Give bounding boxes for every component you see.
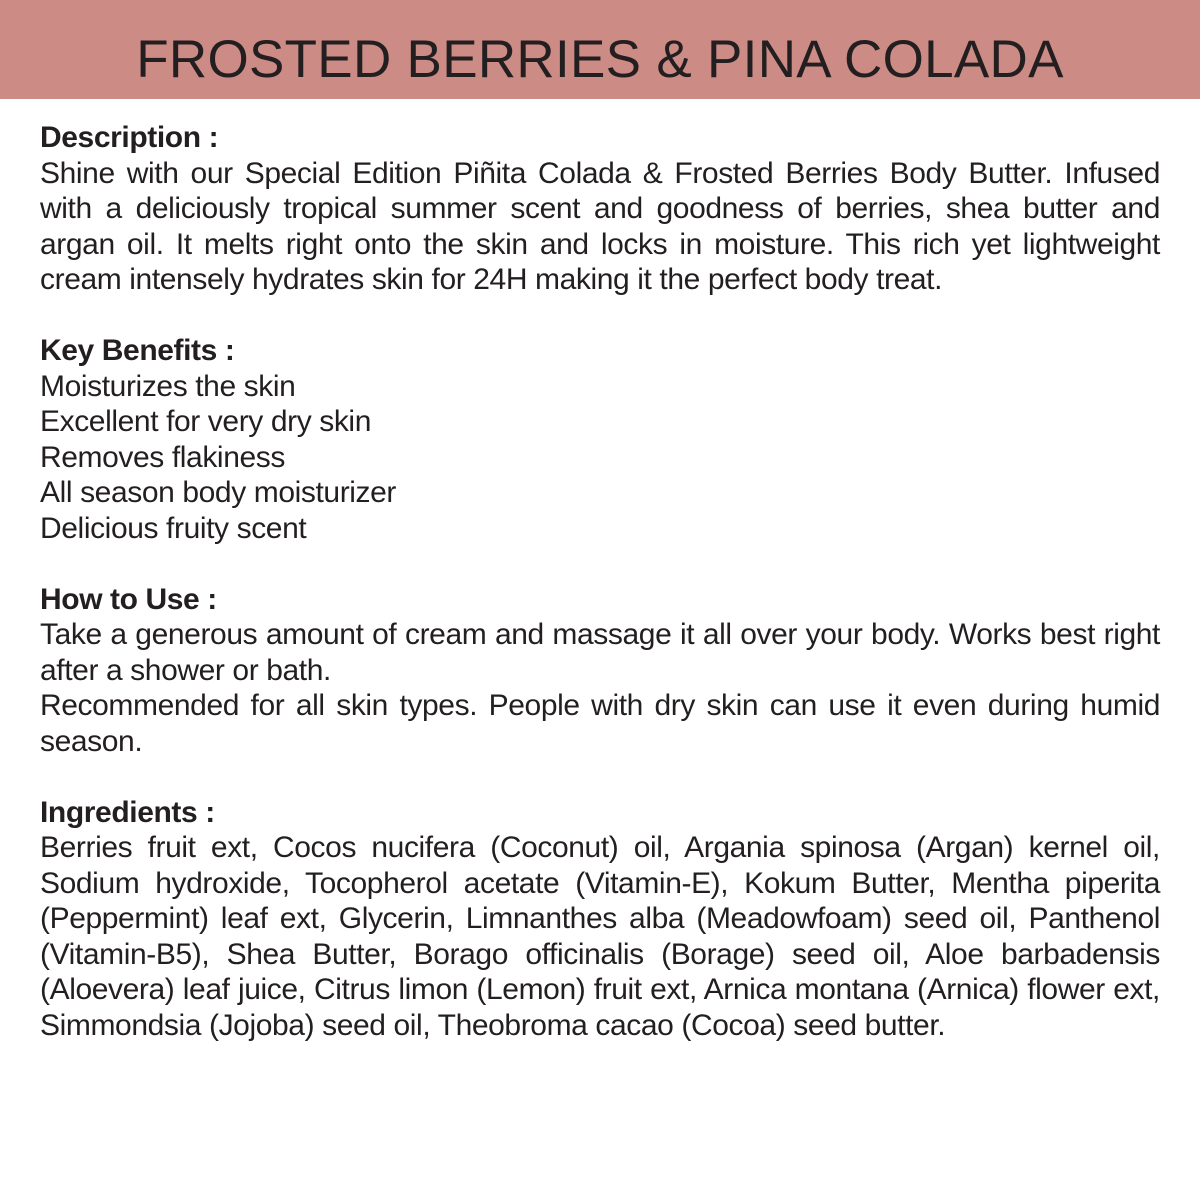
description-text: Shine with our Special Edition Piñita Colada & Frosted Berries Body Butter. Infused with a deliciously tropical summer scent and goodness of berries, shea butter and argan oil. It melts right onto the skin and locks in moisture. This rich yet lightweight cream intensely hydrates skin for 24H making it the perfect body treat. [40,156,1160,296]
description-heading: Description : [40,121,219,154]
how-to-use-text: Recommended for all skin types. People with dry skin can use it even during humid season. [40,689,1160,758]
benefit-item: Removes flakiness [40,440,285,474]
ingredients-heading: Ingredients : [40,795,215,829]
how-to-use-text: Take a generous amount of cream and massage it all over your body. Works best right after a shower or bath. [40,618,1160,687]
key-benefits-section [40,333,1160,546]
key-benefits-heading: Key Benefits : [40,334,235,367]
description-section [40,120,1160,298]
ingredients-section [40,795,1160,1044]
product-details [40,120,1160,1079]
benefit-item: All season body moisturizer [40,476,397,509]
benefit-item: Moisturizes the skin [40,369,296,403]
benefit-item: Delicious fruity scent [40,511,307,545]
ingredients-text: Berries fruit ext, Cocos nucifera (Coconut) oil, Argania spinosa (Argan) kernel oil, Sodium hydroxide, Tocopherol acetate (Vitamin-E), Kokum Butter, Mentha piperita (Peppermint) leaf ext, Glycerin, Limnanthes alba (Meadowfoam) seed oil, Panthenol (Vitamin-B5), Shea Butter, Borago officinalis (Borage) seed oil, Aloe barbadensis (Aloevera) leaf juice, Citrus limon (Lemon) fruit ext, Arnica montana (Arnica) flower ext, Simmondsia (Jojoba) seed oil, Theobroma cacao (Cocoa) seed butter. [40,831,1160,1042]
benefit-item: Excellent for very dry skin [40,405,371,438]
how-to-use-section [40,582,1160,760]
how-to-use-heading: How to Use : [40,582,217,616]
header-banner [0,0,1200,99]
page-title: FROSTED BERRIES & PINA COLADA [136,30,1064,89]
